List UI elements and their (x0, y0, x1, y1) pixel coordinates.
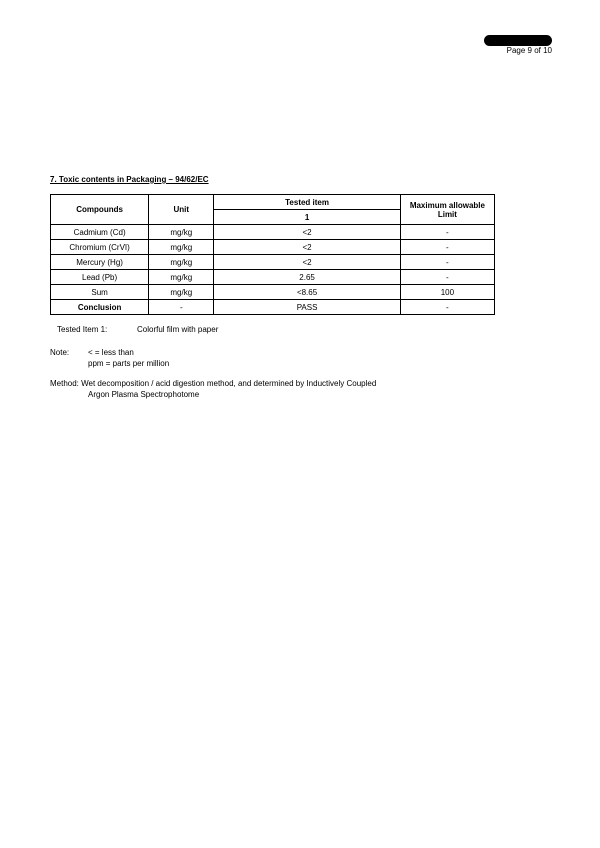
table-row (51, 255, 495, 270)
table-row-conclusion (51, 300, 495, 315)
page-number: Page 9 of 10 (506, 46, 552, 55)
redaction-bar (484, 35, 552, 46)
method-line-1: Method: Wet decomposition / acid digestion method, and determined by Inductively Coupled (50, 379, 377, 388)
header-tested-item: Tested item (214, 195, 400, 210)
method-block (50, 378, 450, 400)
tested-item-value: Colorful film with paper (137, 325, 219, 334)
table-row (51, 285, 495, 300)
note-line: < = less than (88, 348, 134, 357)
unit-cell: mg/kg (149, 255, 214, 270)
value-cell: <8.65 (214, 285, 400, 300)
note-block (50, 347, 169, 369)
compound-cell: Lead (Pb) (51, 270, 149, 285)
value-cell: <2 (214, 240, 400, 255)
compound-cell: Sum (51, 285, 149, 300)
value-cell: PASS (214, 300, 400, 315)
compound-cell: Chromium (CrVI) (51, 240, 149, 255)
tested-item-label: Tested Item 1: (57, 325, 108, 334)
value-cell: <2 (214, 255, 400, 270)
unit-cell: mg/kg (149, 240, 214, 255)
value-cell: <2 (214, 225, 400, 240)
value-cell: 2.65 (214, 270, 400, 285)
header-compounds: Compounds (51, 195, 149, 225)
compound-cell: Conclusion (51, 300, 149, 315)
note-line: ppm = parts per million (88, 359, 170, 368)
unit-cell: - (149, 300, 214, 315)
note-label: Note: (50, 348, 70, 357)
compound-cell: Cadmium (Cd) (51, 225, 149, 240)
limit-cell: 100 (400, 285, 494, 300)
limit-cell: - (400, 240, 494, 255)
table-row (51, 270, 495, 285)
limit-cell: - (400, 270, 494, 285)
limit-cell: - (400, 300, 494, 315)
method-line-2: Argon Plasma Spectrophotome (88, 390, 200, 399)
unit-cell: mg/kg (149, 225, 214, 240)
toxic-contents-table (50, 194, 495, 315)
header-max-limit: Maximum allowable Limit (400, 195, 494, 225)
limit-cell: - (400, 225, 494, 240)
table-row (51, 225, 495, 240)
unit-cell: mg/kg (149, 285, 214, 300)
table-row (51, 240, 495, 255)
header-tested-item-number: 1 (214, 210, 400, 225)
limit-cell: - (400, 255, 494, 270)
header-unit: Unit (149, 195, 214, 225)
tested-item-description (57, 324, 218, 335)
compound-cell: Mercury (Hg) (51, 255, 149, 270)
unit-cell: mg/kg (149, 270, 214, 285)
section-title: 7. Toxic contents in Packaging – 94/62/EC (50, 175, 209, 184)
